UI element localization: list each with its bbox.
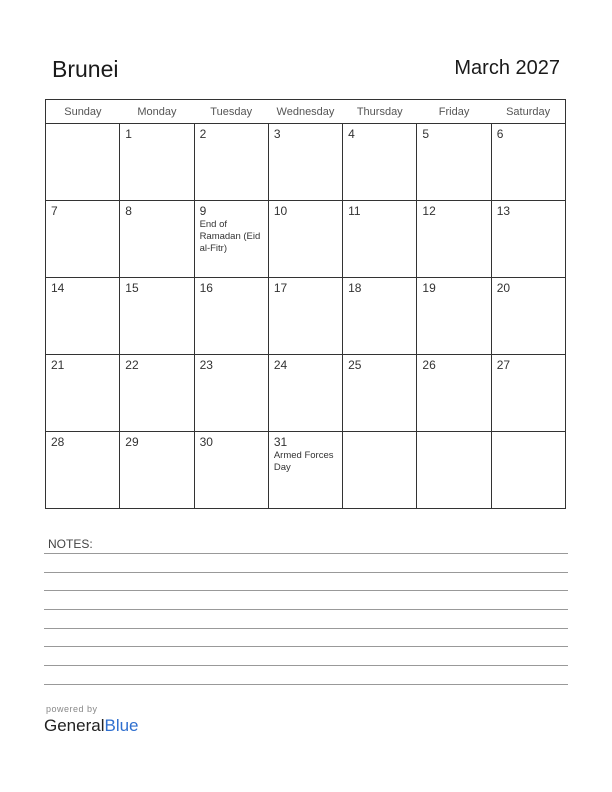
- powered-by-text: powered by: [46, 704, 98, 714]
- day-number: 25: [348, 358, 362, 372]
- day-cell: [120, 278, 194, 355]
- day-number: 7: [51, 204, 58, 218]
- week-row: [46, 432, 566, 509]
- day-cell: [343, 278, 417, 355]
- day-number: 19: [422, 281, 436, 295]
- day-cell: [491, 201, 565, 278]
- day-number: 30: [199, 435, 213, 449]
- day-number: 1: [125, 127, 132, 141]
- calendar-grid: [45, 99, 566, 509]
- week-row: [46, 201, 566, 278]
- note-line: [44, 665, 568, 666]
- day-cell: [46, 355, 120, 432]
- notes-label: NOTES:: [48, 537, 93, 551]
- day-cell: [268, 432, 342, 509]
- weekday-header: Sunday: [46, 100, 120, 124]
- day-cell: [194, 355, 268, 432]
- day-number: 24: [273, 358, 288, 372]
- week-row: [46, 278, 566, 355]
- day-cell: [268, 201, 342, 278]
- day-cell: [343, 355, 417, 432]
- day-cell: [417, 278, 491, 355]
- day-number: 22: [125, 358, 139, 372]
- weekday-header: Friday: [417, 100, 491, 124]
- day-number: 18: [348, 281, 362, 295]
- day-cell: [343, 201, 417, 278]
- weekday-header: Tuesday: [194, 100, 268, 124]
- note-line: [44, 609, 568, 610]
- day-number: 5: [422, 127, 430, 141]
- weekday-header: Monday: [120, 100, 194, 124]
- day-cell: [343, 432, 417, 509]
- weekday-header: Saturday: [491, 100, 565, 124]
- note-line: [44, 646, 568, 647]
- day-number: 27: [496, 358, 511, 372]
- weekday-header-row: [46, 100, 566, 124]
- month-title: March 2027: [454, 57, 560, 79]
- day-cell: [417, 432, 491, 509]
- day-number: 29: [125, 435, 139, 449]
- day-cell: [491, 355, 565, 432]
- note-line: [44, 572, 568, 573]
- day-cell: [194, 278, 268, 355]
- note-line: [44, 628, 568, 629]
- day-cell: [194, 124, 268, 201]
- holiday-label: Armed Forces Day: [273, 450, 334, 473]
- day-cell: [268, 278, 342, 355]
- day-number: 8: [125, 204, 132, 218]
- week-row: [46, 355, 566, 432]
- day-cell: [417, 124, 491, 201]
- note-line: [44, 684, 568, 685]
- day-cell: [120, 355, 194, 432]
- day-number: 16: [199, 281, 213, 295]
- day-cell: [417, 355, 491, 432]
- day-number: 15: [125, 281, 139, 295]
- holiday-label: End of Ramadan (Eid al-Fitr): [199, 219, 261, 254]
- brand-name-part1: General: [44, 716, 105, 735]
- day-number: 28: [51, 435, 65, 449]
- day-cell: [268, 124, 342, 201]
- day-cell: [417, 201, 491, 278]
- day-cell: [120, 201, 194, 278]
- day-number: 31: [273, 435, 288, 449]
- day-number: 14: [51, 281, 65, 295]
- day-cell: [268, 355, 342, 432]
- day-number: 12: [422, 204, 436, 218]
- day-number: 21: [51, 358, 65, 372]
- day-cell: [46, 432, 120, 509]
- day-number: 3: [273, 127, 281, 141]
- note-line: [44, 553, 568, 554]
- day-cell: [491, 278, 565, 355]
- brand-logo: [44, 716, 139, 736]
- day-number: 26: [422, 358, 436, 372]
- day-number: 9: [199, 204, 207, 218]
- country-title: Brunei: [52, 56, 119, 82]
- day-cell: [491, 432, 565, 509]
- day-number: 20: [496, 281, 511, 295]
- day-cell: [194, 432, 268, 509]
- day-cell: [343, 124, 417, 201]
- day-cell: [120, 124, 194, 201]
- day-number: 2: [199, 127, 207, 141]
- note-line: [44, 590, 568, 591]
- day-number: 11: [348, 204, 361, 218]
- week-row: [46, 124, 566, 201]
- brand-name-part2: Blue: [104, 716, 139, 735]
- day-cell: [46, 278, 120, 355]
- day-number: 23: [199, 358, 213, 372]
- day-number: 10: [273, 204, 288, 218]
- day-cell: [46, 201, 120, 278]
- weekday-header: Wednesday: [268, 100, 342, 124]
- day-cell: [46, 124, 120, 201]
- day-cell: [120, 432, 194, 509]
- day-cell: [491, 124, 565, 201]
- day-number: 4: [348, 127, 355, 141]
- day-cell: [194, 201, 268, 278]
- weekday-header: Thursday: [343, 100, 417, 124]
- day-number: 6: [496, 127, 504, 141]
- day-number: 17: [273, 281, 288, 295]
- day-number: 13: [496, 204, 511, 218]
